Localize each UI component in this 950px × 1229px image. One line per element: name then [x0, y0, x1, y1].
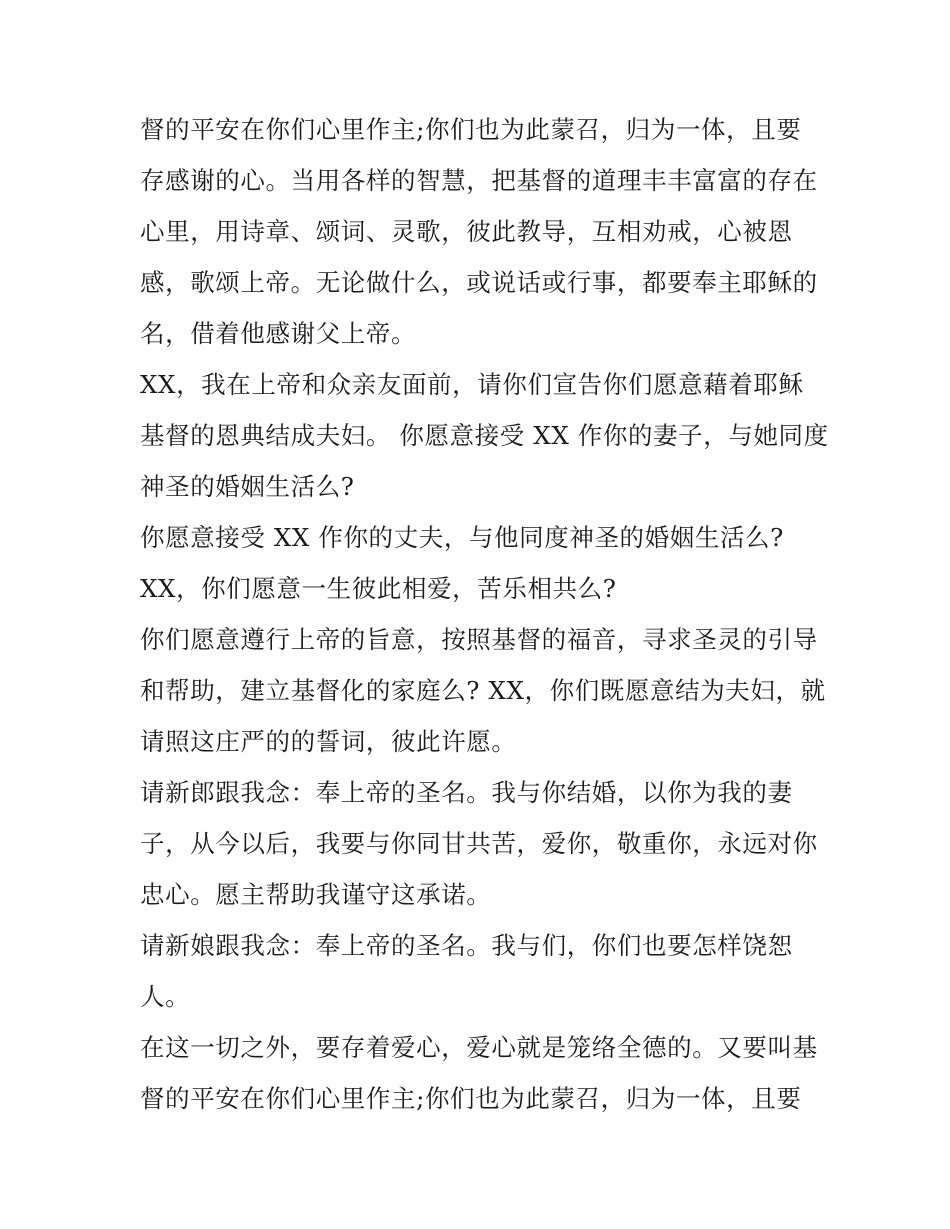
text-line: 存感谢的心。当用各样的智慧，把基督的道理丰丰富富的存在	[140, 166, 818, 195]
text-line: 请新娘跟我念：奉上帝的圣名。我与们，你们也要怎样饶恕	[140, 931, 793, 960]
text-line: 请新郎跟我念：奉上帝的圣名。我与你结婚，以你为我的妻	[140, 778, 793, 807]
text-line: 名，借着他感谢父上帝。	[140, 319, 417, 348]
text-line: 督的平安在你们心里作主;你们也为此蒙召，归为一体，且要	[140, 1084, 802, 1113]
text-line: 神圣的婚姻生活么?	[140, 472, 355, 501]
text-line: 请照这庄严的的誓词，彼此许愿。	[140, 727, 517, 756]
text-line: XX，我在上帝和众亲友面前，请你们宣告你们愿意藉着耶稣	[140, 370, 804, 399]
text-line: 心里，用诗章、颂词、灵歌，彼此教导，互相劝戒，心被恩	[140, 217, 793, 246]
text-line: 子，从今以后，我要与你同甘共苦，爱你，敬重你，永远对你	[140, 829, 818, 858]
text-line: 在这一切之外，要存着爱心，爱心就是笼络全德的。又要叫基	[140, 1033, 818, 1062]
text-line: 你愿意接受 XX 作你的丈夫，与他同度神圣的婚姻生活么?	[140, 523, 784, 552]
text-line: 你们愿意遵行上帝的旨意，按照基督的福音，寻求圣灵的引导	[140, 625, 818, 654]
text-line: 感，歌颂上帝。无论做什么，或说话或行事，都要奉主耶稣的	[140, 268, 818, 297]
text-line: 和帮助，建立基督化的家庭么? XX，你们既愿意结为夫妇，就	[140, 676, 826, 705]
text-line: XX，你们愿意一生彼此相爱，苦乐相共么?	[140, 574, 617, 603]
text-line: 基督的恩典结成夫妇。 你愿意接受 XX 作你的妻子，与她同度	[140, 421, 829, 450]
document-body	[140, 104, 829, 1124]
text-line: 忠心。愿主帮助我谨守这承诺。	[140, 880, 492, 909]
text-line: 人。	[140, 982, 191, 1011]
text-line: 督的平安在你们心里作主;你们也为此蒙召，归为一体，且要	[140, 115, 802, 144]
